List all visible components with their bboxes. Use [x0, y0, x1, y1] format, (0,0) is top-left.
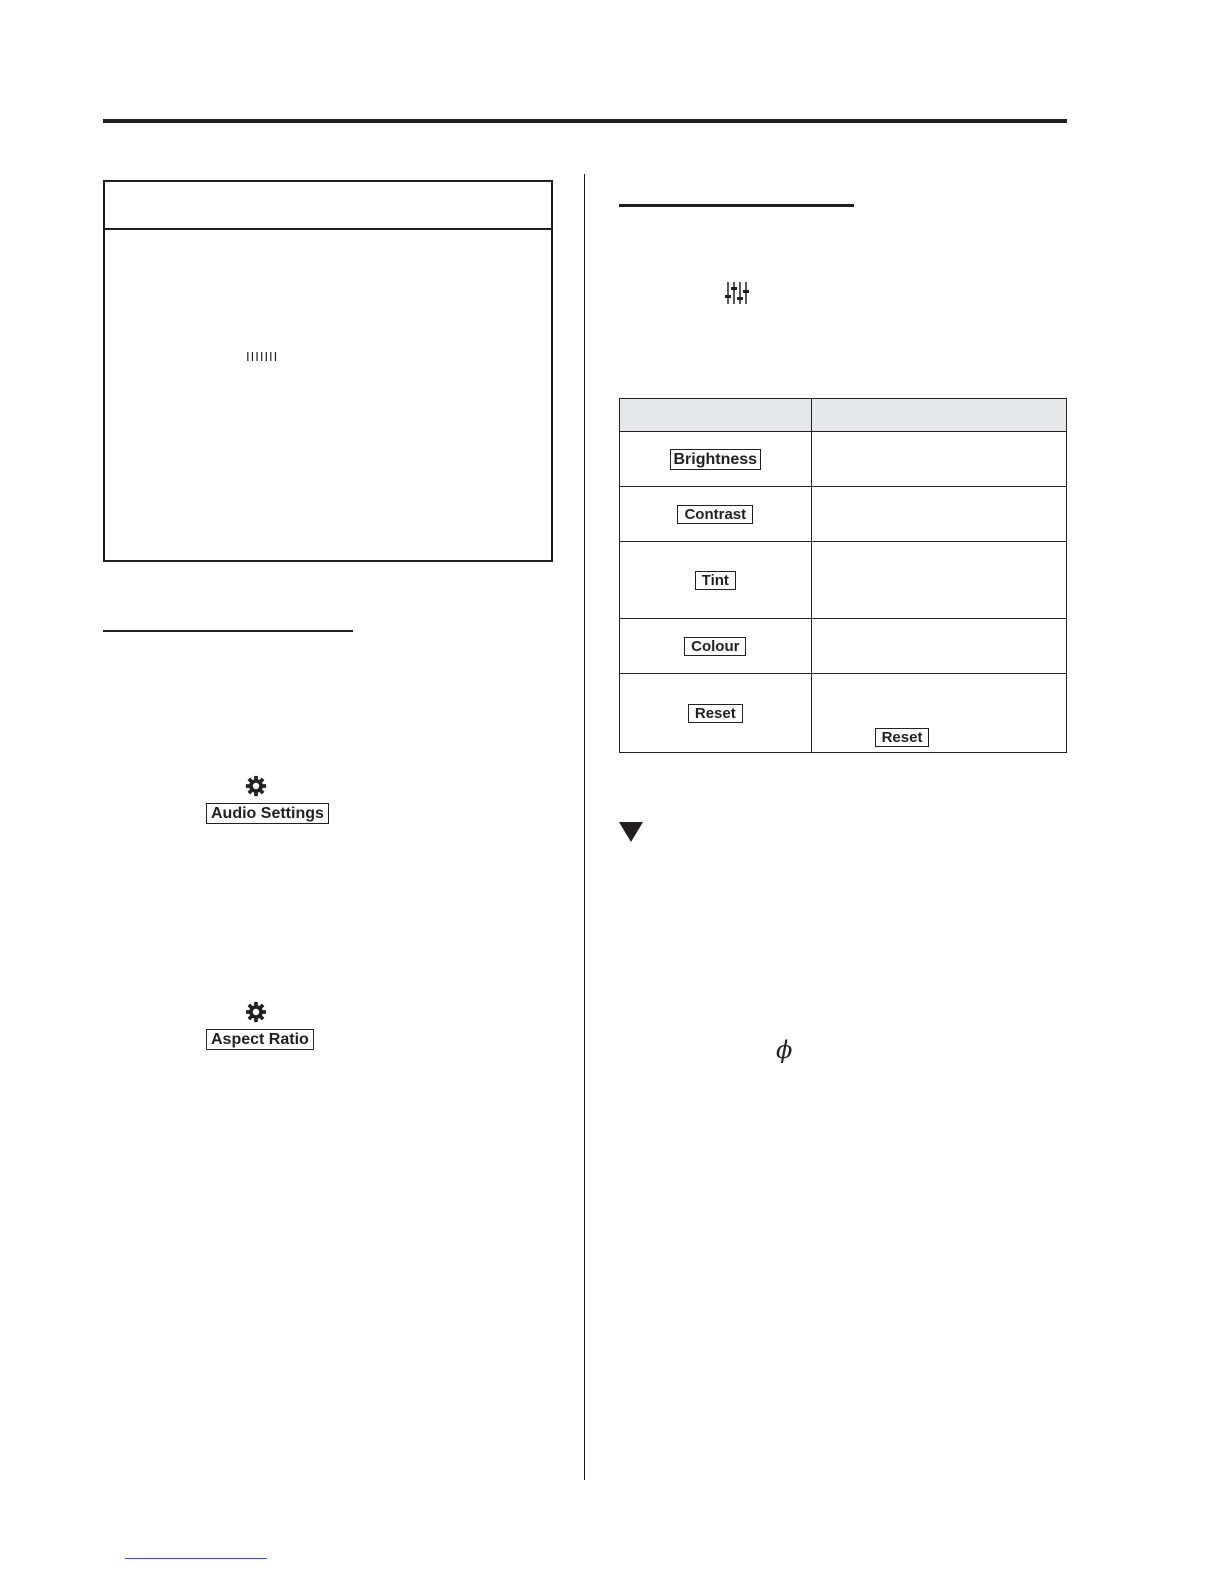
table-header-cell [811, 399, 1066, 432]
table-row [620, 619, 1067, 674]
table-row [620, 542, 1067, 619]
notice-box [103, 180, 553, 562]
table-row [620, 674, 1067, 753]
column-divider [584, 174, 585, 1480]
reset-button[interactable]: Reset [688, 704, 743, 723]
triangle-down-icon [619, 822, 643, 842]
page-top-rule [103, 119, 1067, 123]
footer-link-underline[interactable] [125, 1558, 267, 1559]
table-cell [811, 619, 1066, 674]
reset-description-button[interactable]: Reset [875, 728, 930, 747]
signal-bars-icon: IIIIIII [246, 349, 279, 364]
equalizer-icon [725, 281, 749, 305]
tint-button[interactable]: Tint [695, 571, 736, 590]
section-heading-rule-right [619, 204, 854, 207]
section-heading-rule-left [103, 630, 353, 632]
table-cell [811, 674, 1066, 753]
picture-settings-table [619, 398, 1067, 753]
phi-icon: ϕ [776, 1036, 793, 1064]
table-cell [620, 542, 812, 619]
gear-icon [245, 775, 267, 797]
table-cell [811, 487, 1066, 542]
notice-box-header [105, 182, 551, 230]
table-row [620, 432, 1067, 487]
brightness-button[interactable]: Brightness [670, 449, 762, 470]
table-cell [620, 674, 812, 753]
table-cell [620, 487, 812, 542]
table-cell [811, 432, 1066, 487]
aspect-ratio-button[interactable]: Aspect Ratio [206, 1029, 314, 1050]
colour-button[interactable]: Colour [684, 637, 746, 656]
audio-settings-button[interactable]: Audio Settings [206, 803, 329, 824]
table-cell [811, 542, 1066, 619]
table-row [620, 487, 1067, 542]
contrast-button[interactable]: Contrast [677, 505, 753, 524]
gear-icon [245, 1001, 267, 1023]
table-header-row [620, 399, 1067, 432]
table-header-cell [620, 399, 812, 432]
table-cell [620, 432, 812, 487]
table-cell [620, 619, 812, 674]
